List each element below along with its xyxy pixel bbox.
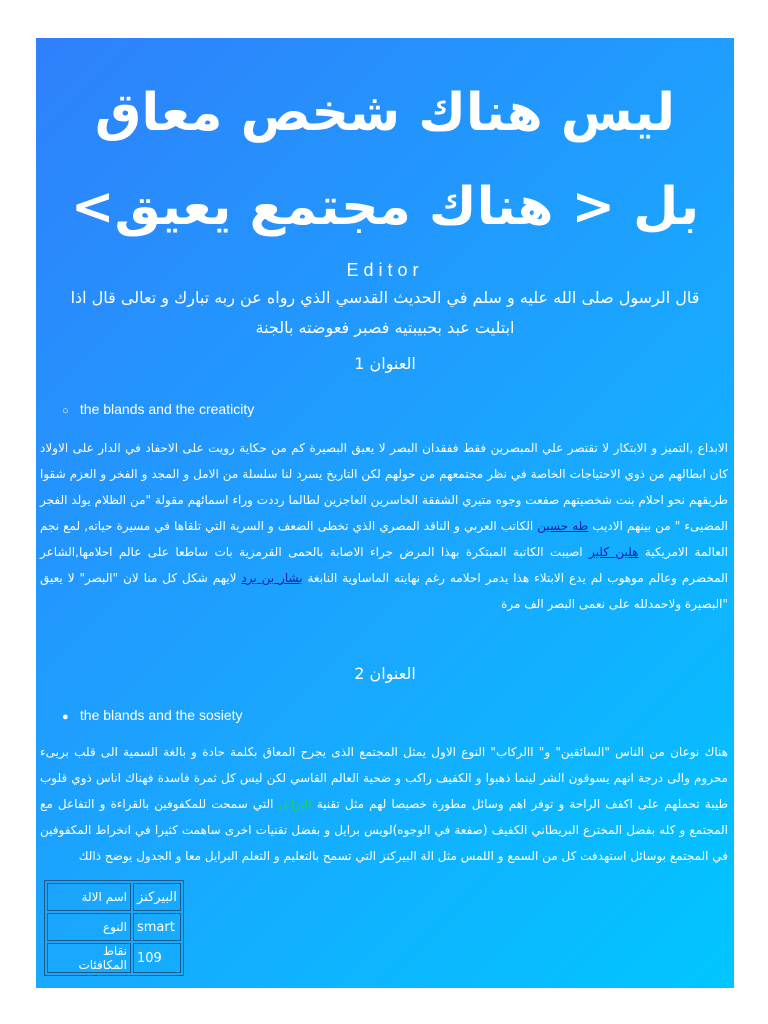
table-row <box>47 943 181 973</box>
list-item <box>62 399 734 421</box>
link-bashar-ibn-burd[interactable]: بشار بن برد <box>241 571 303 585</box>
table-cell-label: نقاط المكافئات <box>47 943 131 973</box>
table-cell-label: اسم الالة <box>47 883 131 911</box>
circle-bullet-icon: ○ <box>62 405 69 417</box>
page-title: ليس هناك شخص معاق بل < هناك مجتمع يعيق> <box>70 83 700 237</box>
paragraph-text: التي سمحت للمكفوفين بالقراءة و التفاعل مع المجتمع و كله بفضل المخترع البريطاني الكفيف (صفعة في الوجوه)لويس برايل و بفضل تقنيات اخرى ساهمت كثيرا في انخراط المكفوفين في المجتمع بوسائل استهدفت كل من السمع و اللمس مثل الة البيركنز التي تسمح بالتعليم و التعلم البرايل معا و الجدول يوضح ذالك <box>40 797 728 863</box>
table-row <box>47 913 181 941</box>
perkins-table <box>44 880 184 976</box>
paragraph-text: الابداع ,التميز و الابتكار لا تقتصر علي المبصرين فقط ففقدان البصر لا يعيق البصيرة كم من حكاية رويت على الاحفاد في الدار على الاولاد كان ابطالهم من ذوي الاحتياجات الخاصة في نظر مجتمعهم من حولهم لكن التاريخ يسرد لنا سلسلة من الامل و المجد و الفخر و العزم شقوا طريقهم نحو احلام بنت شخصيتهم صفعت وجوه متيري الشفقة الخاسرين العاجزين لطالما رددت وراء اسمائهم مقولة "من الظلام يولد الفجر المضيىء " من بينهم الاديب <box>40 441 728 533</box>
link-taha-hussein[interactable]: طه حسين <box>537 519 589 533</box>
list-item <box>62 705 734 727</box>
disc-bullet-icon: ● <box>62 711 69 723</box>
paragraph-text: اصيبت الكاتبة المبتكرة بهذا المرض جراء الاصابة بالحمى القرمزية بات ساطعا على عالم احلامها,الشاعر المخضرم وعالم موهوب لم يدع الابتلاء هذا يدمر احلامه رغم نهايته الماساوية النابغة <box>40 545 728 585</box>
table-cell-value: 109 <box>133 943 181 973</box>
paragraph-text: هناك نوعان من الناس "السائقين" و" االركاب" النوع الاول يمثل المجتمع الذى يجرح المعاق بكلمة حادة و بالغة السمية الى قلب بريىء محروم والى درجة انهم يسوقون الشر لينما ذهبوا و الكفيف راكب و ضحية العالم القاسي لكن ليس كل ثمرة فاسدة فهناك اناس ذوي قلوب طيبة تحملهم على اكفف الراحة و توفر اهم وسائل مطورة خصيصا لهم مثل تقنية <box>40 745 728 811</box>
section-1-heading: العنوان 1 <box>354 354 416 373</box>
intro-text: قال الرسول صلى الله عليه و سلم في الحديث القدسي الذي رواه عن ربه تبارك و تعالى قال اذا ابتليت عبد بحبيبتيه فصبر فعوضته بالجنة <box>70 288 700 337</box>
section-2-list <box>36 705 734 727</box>
section-1-paragraph <box>40 435 728 617</box>
document-page <box>36 38 734 988</box>
link-helen-keller[interactable]: هلين كلير <box>589 545 639 559</box>
section-1-list <box>36 399 734 421</box>
editor-label: Editor <box>346 260 424 280</box>
list-item-label: the blands and the sosiety <box>79 707 243 723</box>
section-2-paragraph <box>40 739 728 869</box>
table-row <box>47 883 181 911</box>
section-2-heading: العنوان 2 <box>354 664 416 683</box>
table-cell-label: النوع <box>47 913 131 941</box>
table-cell-value: smart <box>133 913 181 941</box>
paragraph-text: الكاتب العربي و الناقد المصري الذي تخطى الضعف و السرية التي تلقاها في مسيرة حياته, لمع نجم العالمة الامريكية <box>40 519 728 559</box>
braille-highlight: البرايل <box>278 797 312 811</box>
list-item-label: the blands and the creaticity <box>79 401 255 417</box>
table-cell-value: البيركنز <box>133 883 181 911</box>
paragraph-text: لايهم شكل كل منا لان "البصر" لا يعيق "البصيرة ولاحمدلله على نعمى البصر الف مرة <box>40 571 728 611</box>
